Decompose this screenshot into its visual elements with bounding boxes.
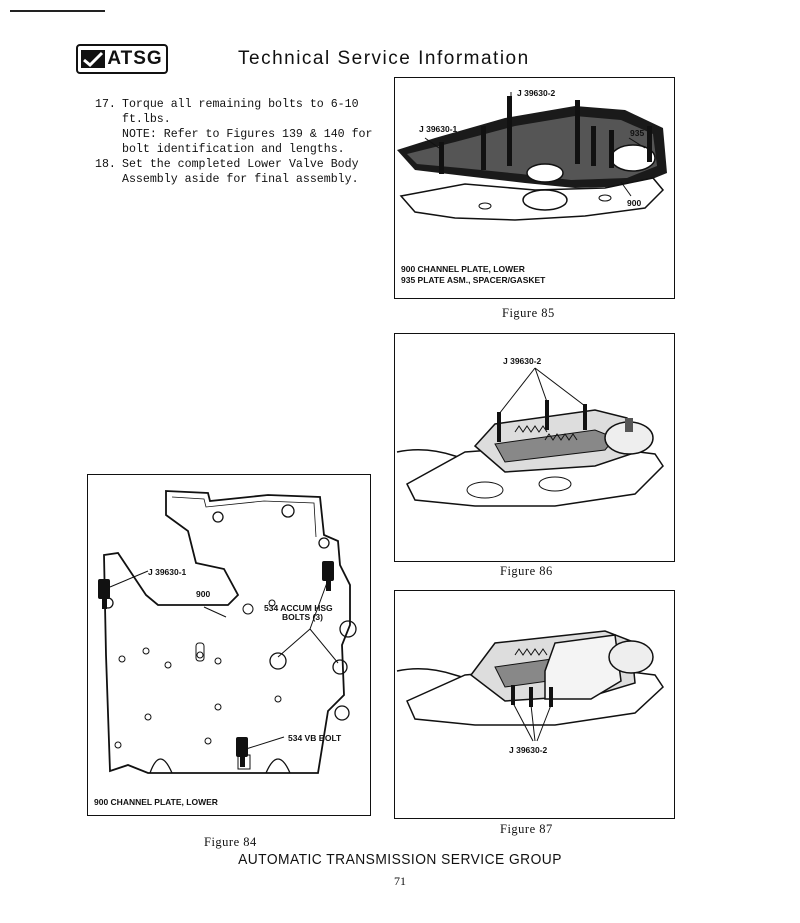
figure-84 xyxy=(87,474,371,816)
figure-legend xyxy=(401,264,545,286)
step-number: 17. xyxy=(95,98,116,111)
part-label: 935 xyxy=(630,128,645,138)
accum-bolts-label-line2: BOLTS (3) xyxy=(282,612,323,622)
tool-label: J 39630-2 xyxy=(517,88,556,98)
legend-line: 900 CHANNEL PLATE, LOWER xyxy=(401,264,525,274)
tool-label: J 39630-1 xyxy=(148,567,187,577)
page-title: Technical Service Information xyxy=(238,48,530,69)
figure-87 xyxy=(394,590,675,819)
top-rule xyxy=(10,10,105,12)
figure-86-caption: Figure 86 xyxy=(500,564,553,578)
part-label: 900 xyxy=(196,589,211,599)
figure-86-illustration xyxy=(395,334,673,560)
footer-org: AUTOMATIC TRANSMISSION SERVICE GROUP xyxy=(238,851,562,868)
figure-87-illustration xyxy=(395,591,673,817)
step-line: NOTE: Refer to Figures 139 & 140 for xyxy=(122,128,373,141)
figure-85 xyxy=(394,77,675,299)
tool-label: J 39630-2 xyxy=(503,356,542,366)
figure-84-caption: Figure 84 xyxy=(204,835,257,849)
tool-label: J 39630-1 xyxy=(419,124,458,134)
vb-bolt-label: 534 VB BOLT xyxy=(288,733,342,743)
logo-check-icon xyxy=(81,50,105,68)
step-18 xyxy=(95,157,395,187)
figure-84-illustration xyxy=(88,475,369,775)
step-17 xyxy=(95,97,395,157)
logo-text: ATSG xyxy=(107,48,163,69)
part-label: 900 xyxy=(627,198,642,208)
tool-label: J 39630-2 xyxy=(509,745,548,755)
figure-86 xyxy=(394,333,675,562)
figure-85-caption: Figure 85 xyxy=(502,306,555,320)
step-number: 18. xyxy=(95,158,116,171)
legend-line: 935 PLATE ASM., SPACER/GASKET xyxy=(401,275,546,285)
figure-85-illustration xyxy=(395,78,673,258)
step-line: bolt identification and lengths. xyxy=(122,143,345,156)
accum-bolts-label-line1: 534 ACCUM HSG xyxy=(264,603,333,613)
step-line: Assembly aside for final assembly. xyxy=(122,173,359,186)
step-line: Torque all remaining bolts to 6-10 xyxy=(122,98,359,111)
step-line: ft.lbs. xyxy=(122,113,171,126)
page-number: 71 xyxy=(394,874,406,888)
figure-legend: 900 CHANNEL PLATE, LOWER xyxy=(94,797,218,807)
figure-87-caption: Figure 87 xyxy=(500,822,553,836)
procedure-steps xyxy=(95,97,395,187)
atsg-logo xyxy=(76,44,168,74)
step-line: Set the completed Lower Valve Body xyxy=(122,158,359,171)
